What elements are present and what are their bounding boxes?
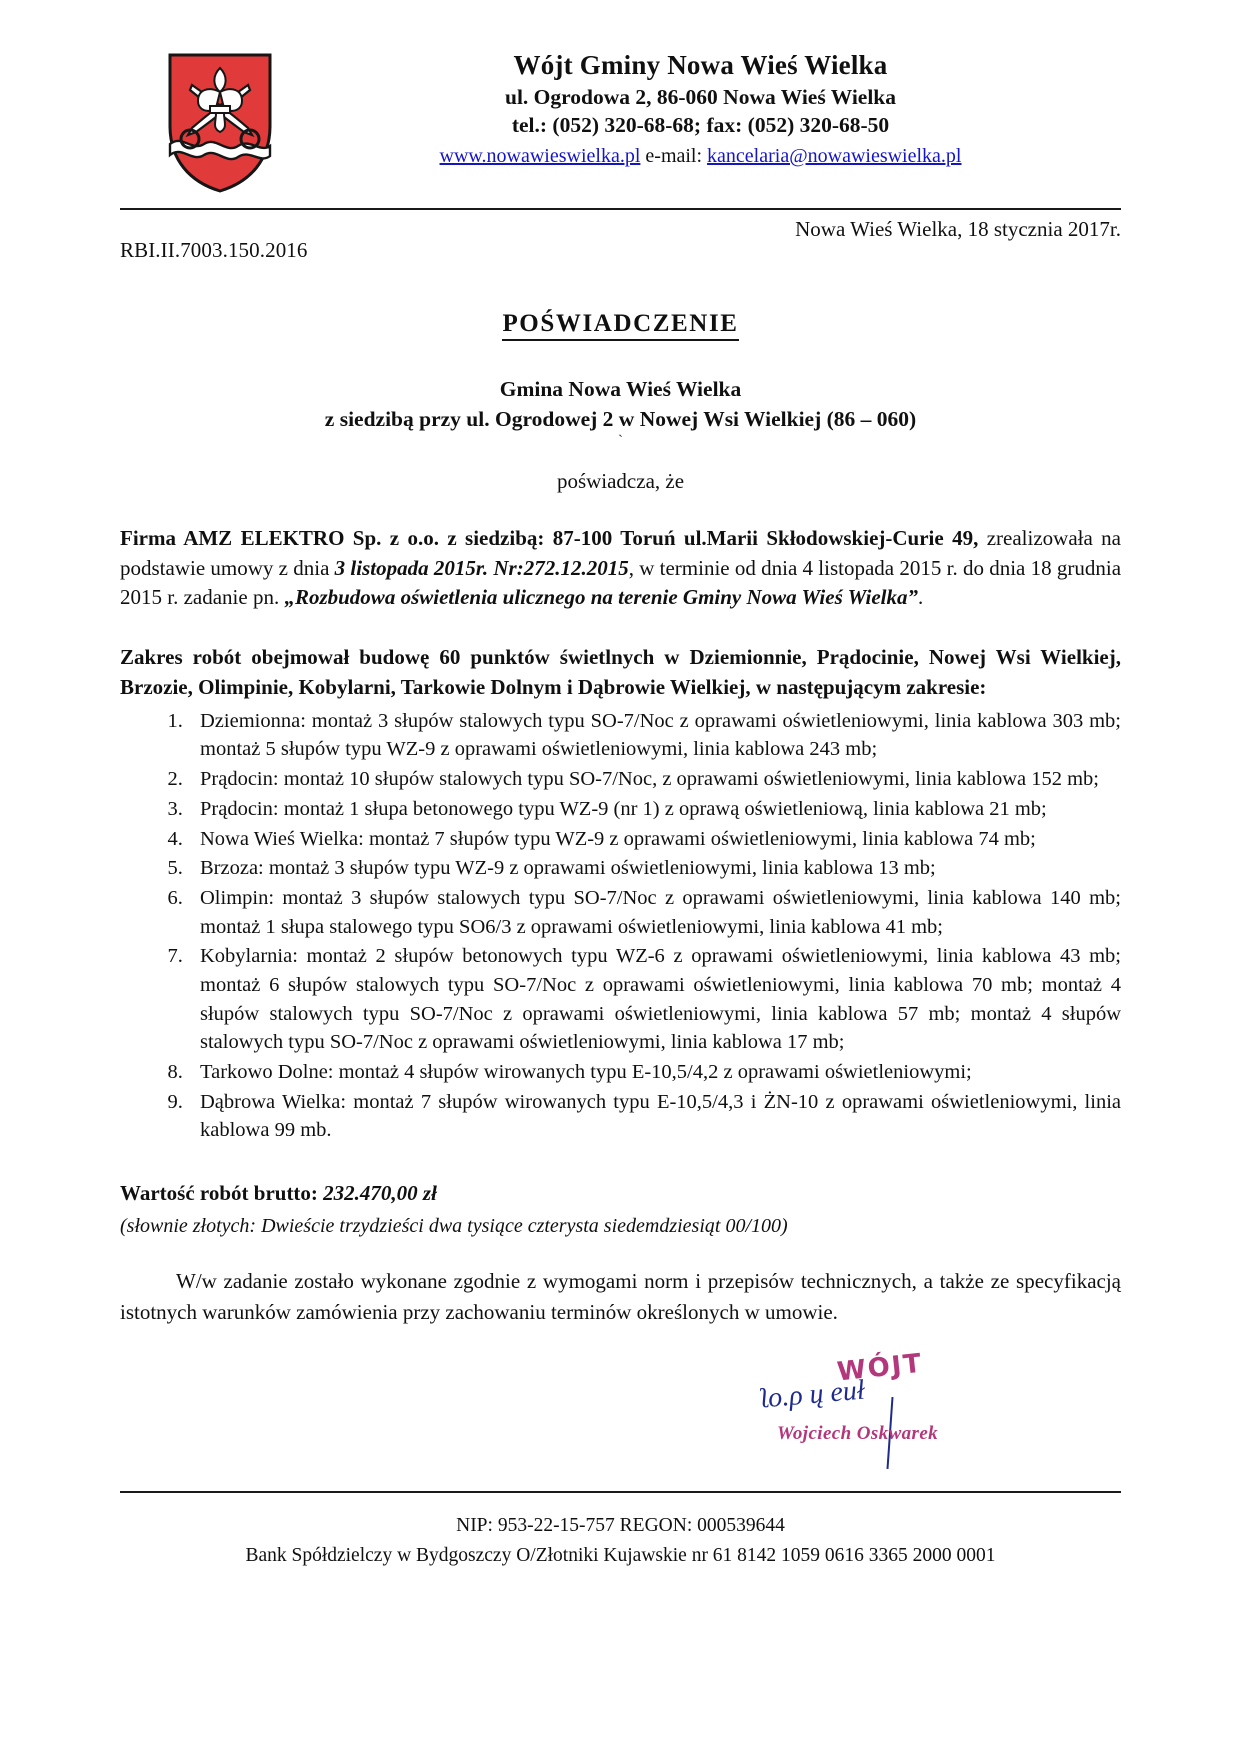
- email-link[interactable]: kancelaria@nowawieswielka.pl: [707, 145, 962, 168]
- scope-intro-text: Zakres robót obejmował budowę 60 punktów świetlnych w Dziemionnie, Prądocinie, Nowej Wsi Wielkiej, Brzozie, Olimpinie, Kobylarni, Tarkowie Dolnym i Dąbrowie Wielkiej, w następującym zakresie:: [120, 645, 1121, 699]
- list-item: 4. Nowa Wieś Wielka: montaż 7 słupów typu WZ-9 z oprawami oświetleniowymi, linia kablowa 74 mb;: [188, 825, 1121, 854]
- document-body: [0, 524, 1241, 1327]
- handwritten-signature: ʅᴏ.ρ ų euł: [759, 1374, 866, 1415]
- signatory-name: Wojciech Oskwarek: [777, 1423, 939, 1445]
- works-value-amount: 232.470,00 zł: [323, 1181, 437, 1206]
- list-item: 6. Olimpin: montaż 3 słupów stalowych typu SO-7/Noc z oprawami oświetleniowymi, linia kablowa 140 mb; montaż 1 słupa stalowego typu SO6/3 z oprawami oświetleniowymi, linia kablowa 41 mb;: [188, 884, 1121, 941]
- attests-line: poświadcza, że: [556, 468, 685, 493]
- list-item: 1. Dziemionna: montaż 3 słupów stalowych typu SO-7/Noc z oprawami oświetleniowymi, linia kablowa 303 mb; montaż 5 słupów typu WZ-9 z oprawami oświetleniowymi, linia kablowa 243 mb;: [188, 707, 1121, 764]
- reference-date-row: [0, 210, 1241, 272]
- org-web-email: [320, 142, 1081, 170]
- coat-of-arms-icon: [166, 52, 274, 194]
- list-item: 3. Prądocin: montaż 1 słupa betonowego typu WZ-9 (nr 1) z oprawą oświetleniową, linia kablowa 21 mb;: [188, 795, 1121, 824]
- org-name: Wójt Gminy Nowa Wieś Wielka: [513, 50, 888, 80]
- subject-line-2: z siedzibą przy ul. Ogrodowej 2 w Nowej Wsi Wielkiej (86 – 060): [324, 407, 917, 432]
- wojt-stamp-text: WÓJT: [835, 1348, 925, 1388]
- task-period: .: [918, 585, 924, 610]
- footer-nip-regon: NIP: 953-22-15-757 REGON: 000539644: [456, 1515, 785, 1537]
- document-title: [0, 310, 1241, 338]
- scope-list: [120, 707, 1121, 1145]
- works-value-label: Wartość robót brutto:: [120, 1181, 318, 1206]
- email-label: e-mail:: [645, 145, 703, 168]
- list-item: 2. Prądocin: montaż 10 słupów stalowych typu SO-7/Noc, z oprawami oświetleniowymi, linia kablowa 152 mb;: [188, 765, 1121, 794]
- contractor-paragraph: [120, 524, 1121, 613]
- works-value-in-words: (słownie złotych: Dwieście trzydzieści dwa tysiące czterysta siedemdziesiąt 00/100): [120, 1214, 788, 1237]
- contract-reference: 3 listopada 2015r. Nr:272.12.2015: [334, 555, 629, 580]
- document-title-text: POŚWIADCZENIE: [502, 310, 738, 341]
- list-item: 7. Kobylarnia: montaż 2 słupów betonowych typu WZ-6 z oprawami oświetleniowymi, linia kablowa 43 mb; montaż 6 słupów stalowych typu SO-7/Noc z oprawami oświetleniowymi, linia kablowa 70 mb; montaż 4 słupów stalowych typu SO-7/Noc z oprawami oświetleniowymi, linia kablowa 57 mb; montaż 4 słupów stalowych typu SO-7/Noc z oprawami oświetleniowymi, linia kablowa 17 mb;: [188, 942, 1121, 1057]
- website-link[interactable]: www.nowawieswielka.pl: [439, 145, 641, 168]
- footer-bank: Bank Spółdzielczy w Bydgoszczy O/Złotniki Kujawskie nr 61 8142 1059 0616 3365 2000 0001: [245, 1545, 996, 1567]
- closing-paragraph: W/w zadanie zostało wykonane zgodnie z wymogami norm i przepisów technicznych, a także ze specyfikacją istotnych warunków zamówienia przy zachowaniu terminów określonych w umowie.: [120, 1269, 1121, 1324]
- letterhead: [0, 0, 1241, 194]
- stray-tick-mark: `: [618, 433, 623, 450]
- contractor-name: Firma AMZ ELEKTRO Sp. z o.o. z siedzibą: 87-100 Toruń ul.Marii Skłodowskiej-Curie 49,: [120, 525, 979, 550]
- crest-container: [120, 48, 320, 194]
- org-address: ul. Ogrodowa 2, 86-060 Nowa Wieś Wielka: [504, 84, 897, 109]
- list-item: 5. Brzoza: montaż 3 słupów typu WZ-9 z oprawami oświetleniowymi, linia kablowa 13 mb;: [188, 854, 1121, 883]
- footer: [0, 1493, 1241, 1571]
- works-value-line: [120, 1179, 1121, 1209]
- list-item: 8. Tarkowo Dolne: montaż 4 słupów wirowanych typu E-10,5/4,2 z oprawami oświetleniowymi;: [188, 1058, 1121, 1087]
- organization-block: [320, 48, 1121, 170]
- scope-intro-paragraph: [120, 643, 1121, 703]
- list-item: 9. Dąbrowa Wielka: montaż 7 słupów wirowanych typu E-10,5/4,3 i ŻN-10 z oprawami oświetleniowymi, linia kablowa 99 mb.: [188, 1088, 1121, 1145]
- org-phone-fax: tel.: (052) 320-68-68; fax: (052) 320-68-50: [511, 113, 890, 138]
- subject-line-1: Gmina Nowa Wieś Wielka: [499, 377, 742, 401]
- reference-number: RBI.II.7003.150.2016: [120, 238, 308, 262]
- realized-text-1: zrealizowała na podstawie umowy z dnia: [120, 525, 1122, 580]
- realized-text-2: , w terminie od dnia 4 listopada 2015 r. do dnia 18 grudnia 2015 r. zadanie pn.: [120, 555, 1122, 610]
- signature-block: [759, 1348, 1021, 1473]
- signature-area: [120, 1337, 1121, 1487]
- subject-block: [0, 374, 1241, 434]
- task-name: „Rozbudowa oświetlenia ulicznego na terenie Gminy Nowa Wieś Wielka”: [284, 585, 919, 610]
- place-date: Nowa Wieś Wielka, 18 stycznia 2017r.: [795, 217, 1121, 241]
